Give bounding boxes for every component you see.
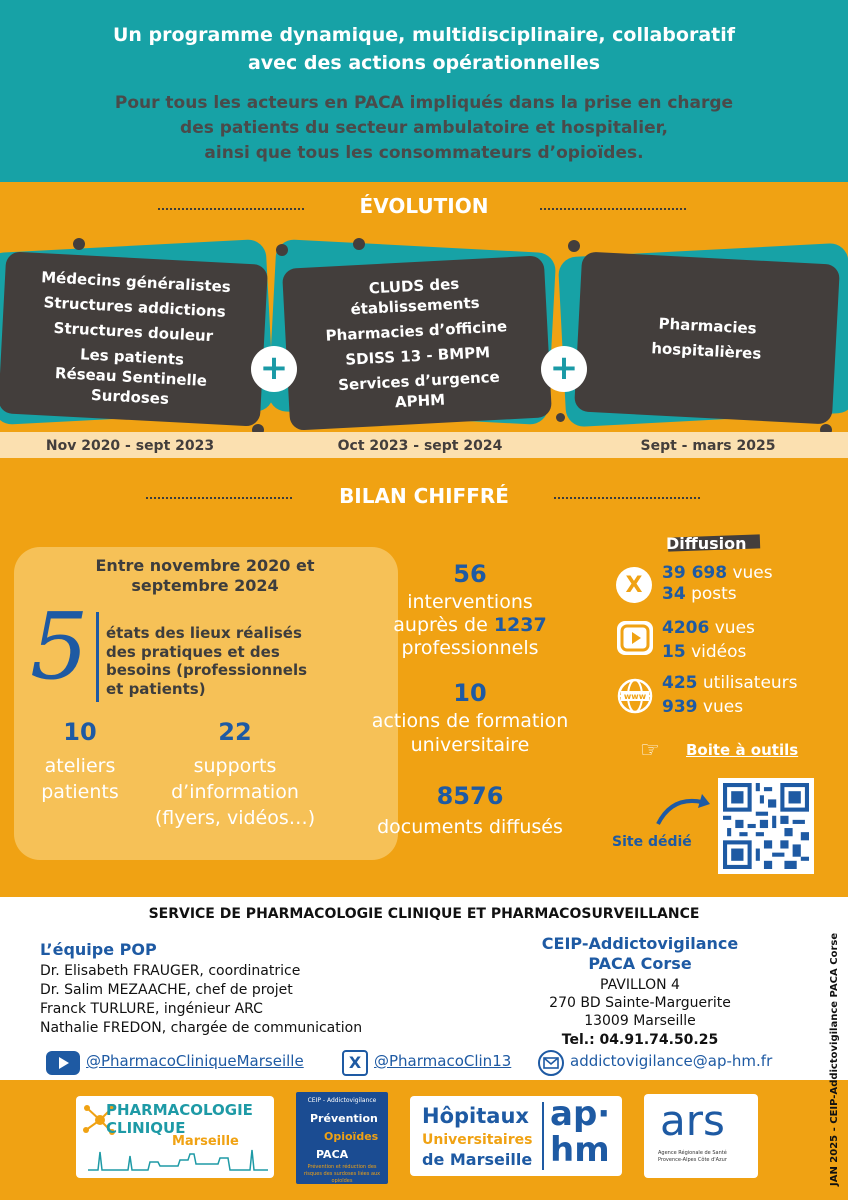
supports-text: d’information [171, 781, 299, 803]
toolbox-link[interactable]: Boite à outils [686, 741, 799, 759]
team-member: Nathalie FREDON, chargée de communication [40, 1020, 363, 1036]
email-icon[interactable] [538, 1050, 564, 1076]
pop-bottom: Prévention et réduction des risques des surdoses liées aux opioïdes [303, 1164, 381, 1184]
documents-number: 8576 [436, 782, 504, 810]
pop-top: CEIP - Addictovigilance [307, 1097, 377, 1104]
phase-2-date: Oct 2023 - sept 2024 [337, 438, 503, 454]
pharmacologie-logo [76, 1096, 274, 1178]
subtitle-line-1: Pour tous les acteurs en PACA impliqués dans la prise en charge [114, 93, 734, 113]
youtube-stat-1 [662, 618, 755, 639]
phase-2-line: Pharmacies d’officine [325, 316, 508, 345]
subtitle-line-3: ainsi que tous les consommateurs d’opioïdes. [204, 143, 644, 163]
pop-line-2: Opioïdes [324, 1130, 379, 1143]
x-stat-1 [662, 563, 773, 584]
x-link[interactable]: @PharmacoClin13 [374, 1052, 512, 1070]
pop-logo [296, 1092, 388, 1184]
formation-text: universitaire [410, 734, 530, 756]
title-line-1: Un programme dynamique, multidisciplinaire, collaboratif [112, 24, 736, 46]
decor-dot [568, 240, 580, 252]
address-line: PAVILLON 4 [600, 977, 680, 993]
ateliers-number: 10 [63, 718, 97, 746]
subtitle-line-2: des patients du secteur ambulatoire et hospitalier, [180, 118, 668, 138]
supports-text: supports [193, 755, 277, 777]
pharmaco-line-3: Marseille [172, 1134, 239, 1149]
title-line-2: avec des actions opérationnelles [247, 52, 601, 74]
supports-number: 22 [218, 718, 252, 746]
address-line: 270 BD Sainte-Marguerite [549, 995, 731, 1011]
evolution-title: ÉVOLUTION [359, 194, 489, 218]
phase-1-line: Les patients [79, 344, 185, 369]
phase-1-date: Nov 2020 - sept 2023 [45, 438, 215, 454]
youtube-videos-number: 15 [662, 642, 686, 662]
period-line-2: septembre 2024 [131, 576, 279, 595]
x-icon[interactable]: X [616, 567, 652, 603]
formation-text: actions de formation [371, 710, 569, 732]
hop-line-3: de Marseille [422, 1150, 533, 1169]
svg-text:www: www [623, 692, 647, 701]
ceip-line-1: CEIP-Addictovigilance [541, 934, 739, 953]
youtube-link[interactable]: @PharmacoCliniqueMarseille [86, 1052, 304, 1070]
etats-text: et patients) [106, 680, 206, 698]
phase-1-line: Structures douleur [53, 318, 214, 345]
address-line: 13009 Marseille [584, 1013, 696, 1029]
pointing-hand-icon: ☞ [640, 738, 660, 763]
youtube-icon[interactable] [617, 621, 653, 655]
youtube-play-glyph [46, 1051, 80, 1075]
divider-dots [540, 208, 686, 210]
ars-logo [644, 1094, 758, 1178]
interventions-pre: auprès de [393, 614, 494, 636]
phase-2-line: CLUDS des [368, 274, 460, 297]
ars-text: ars [660, 1096, 725, 1145]
decor-dot [73, 238, 85, 250]
etats-text: états des lieux réalisés [106, 624, 302, 642]
pop-line-1: Prévention [310, 1112, 378, 1125]
email-link[interactable]: addictovigilance@ap-hm.fr [570, 1052, 773, 1070]
etats-text: des pratiques et des [106, 643, 280, 661]
plus-icon: + [541, 346, 587, 392]
phase-1-line: Médecins généralistes [40, 267, 232, 296]
qr-code[interactable] [718, 778, 814, 874]
x-posts-number: 34 [662, 584, 686, 604]
pharmaco-line-2: CLINIQUE [106, 1119, 186, 1137]
youtube-glyph [620, 624, 650, 652]
phase-1-card [0, 251, 268, 426]
qr-code-glyph [723, 783, 809, 869]
interventions-number: 56 [453, 560, 487, 588]
x-stat-2 [662, 584, 737, 605]
phone: Tel.: 04.91.74.50.25 [561, 1032, 719, 1048]
web-users-number: 425 [662, 673, 698, 693]
ceip-line-2: PACA Corse [588, 954, 692, 973]
etats-text: besoins (professionnels [106, 661, 308, 679]
pop-line-3: PACA [316, 1148, 349, 1161]
phase-3-line: hospitalières [650, 338, 762, 363]
plus-icon: + [251, 346, 297, 392]
hop-line-2: Universitaires [422, 1132, 533, 1148]
city-skyline-icon [88, 1146, 268, 1174]
web-users-label: utilisateurs [697, 673, 798, 693]
youtube-videos-label: vidéos [685, 642, 747, 662]
youtube-stat-2 [662, 642, 746, 663]
side-credit: JAN 2025 - CEIP-Addictovigilance PACA Corse [829, 932, 840, 1186]
decor-dot [556, 413, 565, 422]
phase-2-line: SDISS 13 - BMPM [344, 342, 491, 369]
phase-1-line: Réseau Sentinelle [54, 363, 208, 390]
hop-line-1: Hôpitaux [422, 1104, 529, 1128]
period-line-1: Entre novembre 2020 et [95, 556, 315, 575]
x-icon[interactable]: X [342, 1050, 368, 1076]
team-member: Dr. Elisabeth FRAUGER, coordinatrice [40, 963, 301, 979]
x-views-label: vues [727, 563, 773, 583]
phase-1-line: Surdoses [90, 385, 170, 408]
aphm-logo [410, 1096, 622, 1176]
team-title: L’équipe POP [40, 940, 157, 959]
phase-3-date: Sept - mars 2025 [640, 438, 776, 454]
web-views-label: vues [697, 697, 744, 717]
phase-1-line: Structures addictions [43, 292, 227, 321]
envelope-glyph [540, 1052, 562, 1074]
team-member: Dr. Salim MEZAACHE, chef de projet [40, 982, 293, 998]
web-stat-1 [662, 673, 798, 694]
aphm-line-1: ap· [550, 1096, 611, 1134]
phase-3-card [574, 251, 840, 424]
youtube-views-label: vues [709, 618, 755, 638]
ars-sub: Agence Régionale de Santé Provence-Alpes Côte d'Azur [658, 1150, 727, 1163]
arrow-icon [652, 790, 712, 830]
ateliers-text: ateliers [44, 755, 116, 777]
aphm-line-2: hm [550, 1130, 610, 1170]
aphm-separator [542, 1102, 544, 1170]
phase-2-card [282, 255, 552, 430]
divider-dots [554, 497, 700, 499]
web-views-number: 939 [662, 697, 698, 717]
decor-dot [276, 244, 288, 256]
interventions-professionals-number: 1237 [493, 614, 547, 636]
interventions-line-3: professionnels [401, 637, 539, 659]
bilan-title: BILAN CHIFFRÉ [339, 484, 509, 508]
www-icon[interactable] [616, 677, 654, 715]
phase-3-line: Pharmacies [658, 313, 758, 338]
etats-bar [96, 612, 99, 702]
ateliers-text: patients [41, 781, 119, 803]
phase-2-line: Services d’urgence [337, 367, 501, 394]
decor-dot [353, 238, 365, 250]
etats-number: 5 [30, 593, 89, 700]
phase-2-line: établissements [350, 293, 480, 318]
web-stat-2 [662, 697, 743, 718]
service-title: SERVICE DE PHARMACOLOGIE CLINIQUE ET PHARMACOSURVEILLANCE [148, 906, 700, 922]
youtube-views-number: 4206 [662, 618, 710, 638]
x-views-number: 39 698 [662, 563, 728, 583]
supports-text: (flyers, vidéos…) [154, 807, 316, 829]
pharmaco-line-1: PHARMACOLOGIE [106, 1101, 253, 1119]
diffusion-title: Diffusion [666, 534, 747, 553]
formation-number: 10 [453, 679, 487, 707]
youtube-icon[interactable] [46, 1051, 80, 1075]
team-member: Franck TURLURE, ingénieur ARC [40, 1001, 263, 1017]
phase-2-line: APHM [394, 390, 446, 411]
x-posts-label: posts [685, 584, 737, 604]
site-label: Site dédié [612, 834, 692, 850]
documents-text: documents diffusés [377, 816, 563, 838]
interventions-line-1: interventions [407, 591, 533, 613]
globe-glyph [616, 677, 654, 715]
